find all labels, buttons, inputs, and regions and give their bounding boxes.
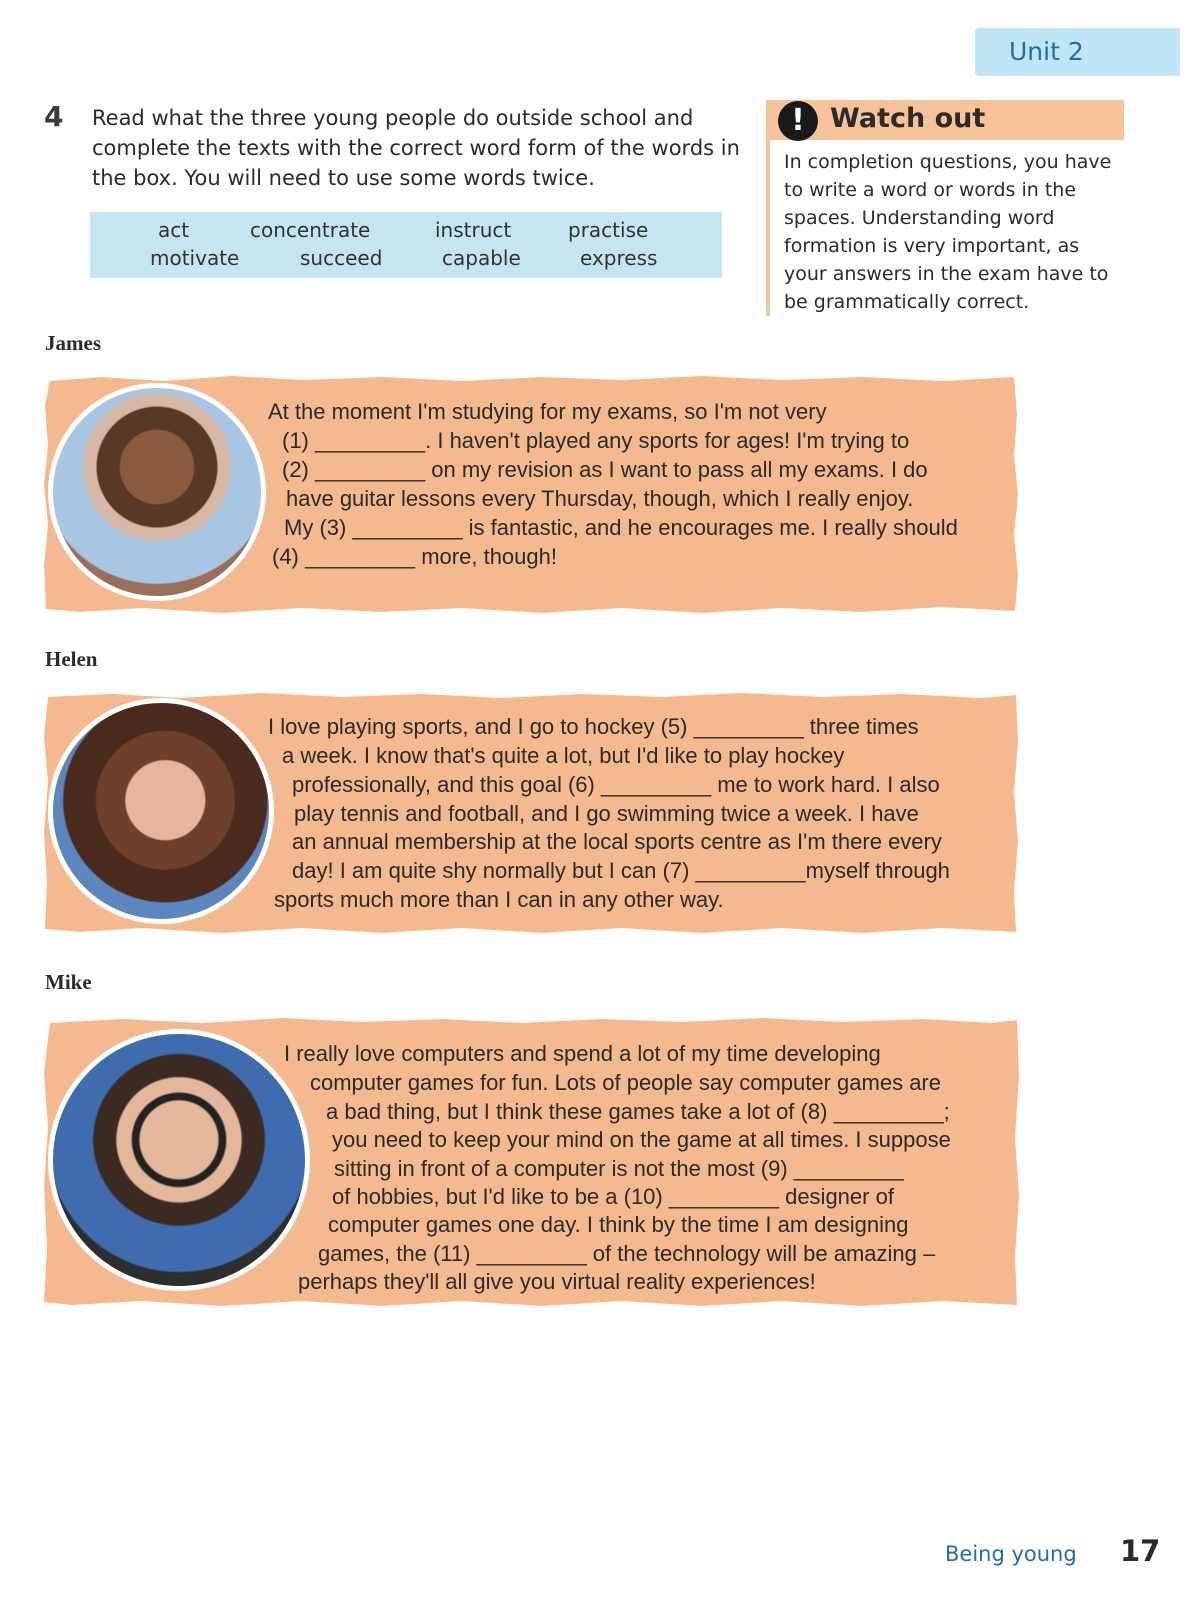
avatar-james bbox=[48, 383, 266, 601]
passage-line: a week. I know that's quite a lot, but I'd like to play hockey bbox=[282, 743, 845, 768]
avatar-helen bbox=[48, 698, 274, 924]
word-box-item: act bbox=[158, 218, 190, 242]
word-box-item: practise bbox=[568, 218, 649, 242]
exclamation-icon: ! bbox=[778, 101, 818, 141]
passage-line: sitting in front of a computer is not the most (9) _________ bbox=[334, 1156, 904, 1181]
unit-label: Unit 2 bbox=[1009, 37, 1084, 66]
watch-out-text: In completion questions, you have to write a word or words in the spaces. Understanding word formation is very important, as your answers in the exam have to be grammatically correct. bbox=[784, 151, 1112, 313]
passage-line: an annual membership at the local sports centre as I'm there every bbox=[292, 829, 942, 854]
passage-line: perhaps they'll all give you virtual reality experiences! bbox=[298, 1269, 816, 1294]
word-box bbox=[90, 212, 722, 278]
text-panel-helen bbox=[42, 692, 1020, 936]
watch-out-box bbox=[766, 100, 1128, 316]
watch-out-title: Watch out bbox=[830, 103, 986, 134]
text-panel-mike bbox=[42, 1017, 1020, 1309]
passage-line: I love playing sports, and I go to hockey (5) _________ three times bbox=[268, 714, 919, 739]
footer-section-label: Being young bbox=[945, 1542, 1077, 1566]
passage-line: day! I am quite shy normally but I can (7) _________myself through bbox=[292, 858, 950, 883]
word-box-item: capable bbox=[442, 246, 521, 270]
avatar-mike bbox=[48, 1029, 310, 1291]
passage-line: (4) _________ more, though! bbox=[272, 544, 557, 569]
passage-line: play tennis and football, and I go swimming twice a week. I have bbox=[294, 801, 919, 826]
text-panel-james bbox=[42, 375, 1020, 615]
person-name-mike: Mike bbox=[45, 970, 92, 994]
exercise-instructions: Read what the three young people do outside school and complete the texts with the correct word form of the words in the box. You will need to use some words twice. bbox=[92, 106, 740, 190]
passage-line: computer games one day. I think by the time I am designing bbox=[328, 1212, 909, 1237]
watch-out-header bbox=[770, 100, 1124, 140]
passage-line: I really love computers and spend a lot of my time developing bbox=[284, 1041, 881, 1066]
passage-line: have guitar lessons every Thursday, though, which I really enjoy. bbox=[286, 486, 914, 511]
word-box-item: instruct bbox=[435, 218, 512, 242]
person-name-james: James bbox=[45, 331, 101, 355]
word-box-item: succeed bbox=[300, 246, 383, 270]
word-box-item: concentrate bbox=[250, 218, 371, 242]
passage-line: At the moment I'm studying for my exams, so I'm not very bbox=[268, 399, 827, 424]
passage-line: games, the (11) _________ of the technology will be amazing – bbox=[318, 1241, 936, 1266]
word-box-item: express bbox=[580, 246, 658, 270]
exercise-number: 4 bbox=[44, 100, 64, 133]
passage-line: professionally, and this goal (6) _________ me to work hard. I also bbox=[292, 772, 940, 797]
page-number: 17 bbox=[1120, 1534, 1161, 1568]
passage-line: (2) _________ on my revision as I want to pass all my exams. I do bbox=[282, 457, 928, 482]
passage-line: a bad thing, but I think these games take a lot of (8) _________; bbox=[326, 1099, 950, 1124]
passage-line: you need to keep your mind on the game at all times. I suppose bbox=[332, 1127, 951, 1152]
word-box-item: motivate bbox=[150, 246, 240, 270]
passage-line: of hobbies, but I'd like to be a (10) _________ designer of bbox=[332, 1184, 894, 1209]
passage-line: sports much more than I can in any other way. bbox=[274, 887, 724, 912]
passage-line: (1) _________. I haven't played any sports for ages! I'm trying to bbox=[282, 428, 910, 453]
person-name-helen: Helen bbox=[45, 647, 98, 671]
passage-line: computer games for fun. Lots of people say computer games are bbox=[310, 1070, 941, 1095]
passage-line: My (3) _________ is fantastic, and he encourages me. I really should bbox=[284, 515, 958, 540]
unit-tab bbox=[975, 28, 1180, 76]
